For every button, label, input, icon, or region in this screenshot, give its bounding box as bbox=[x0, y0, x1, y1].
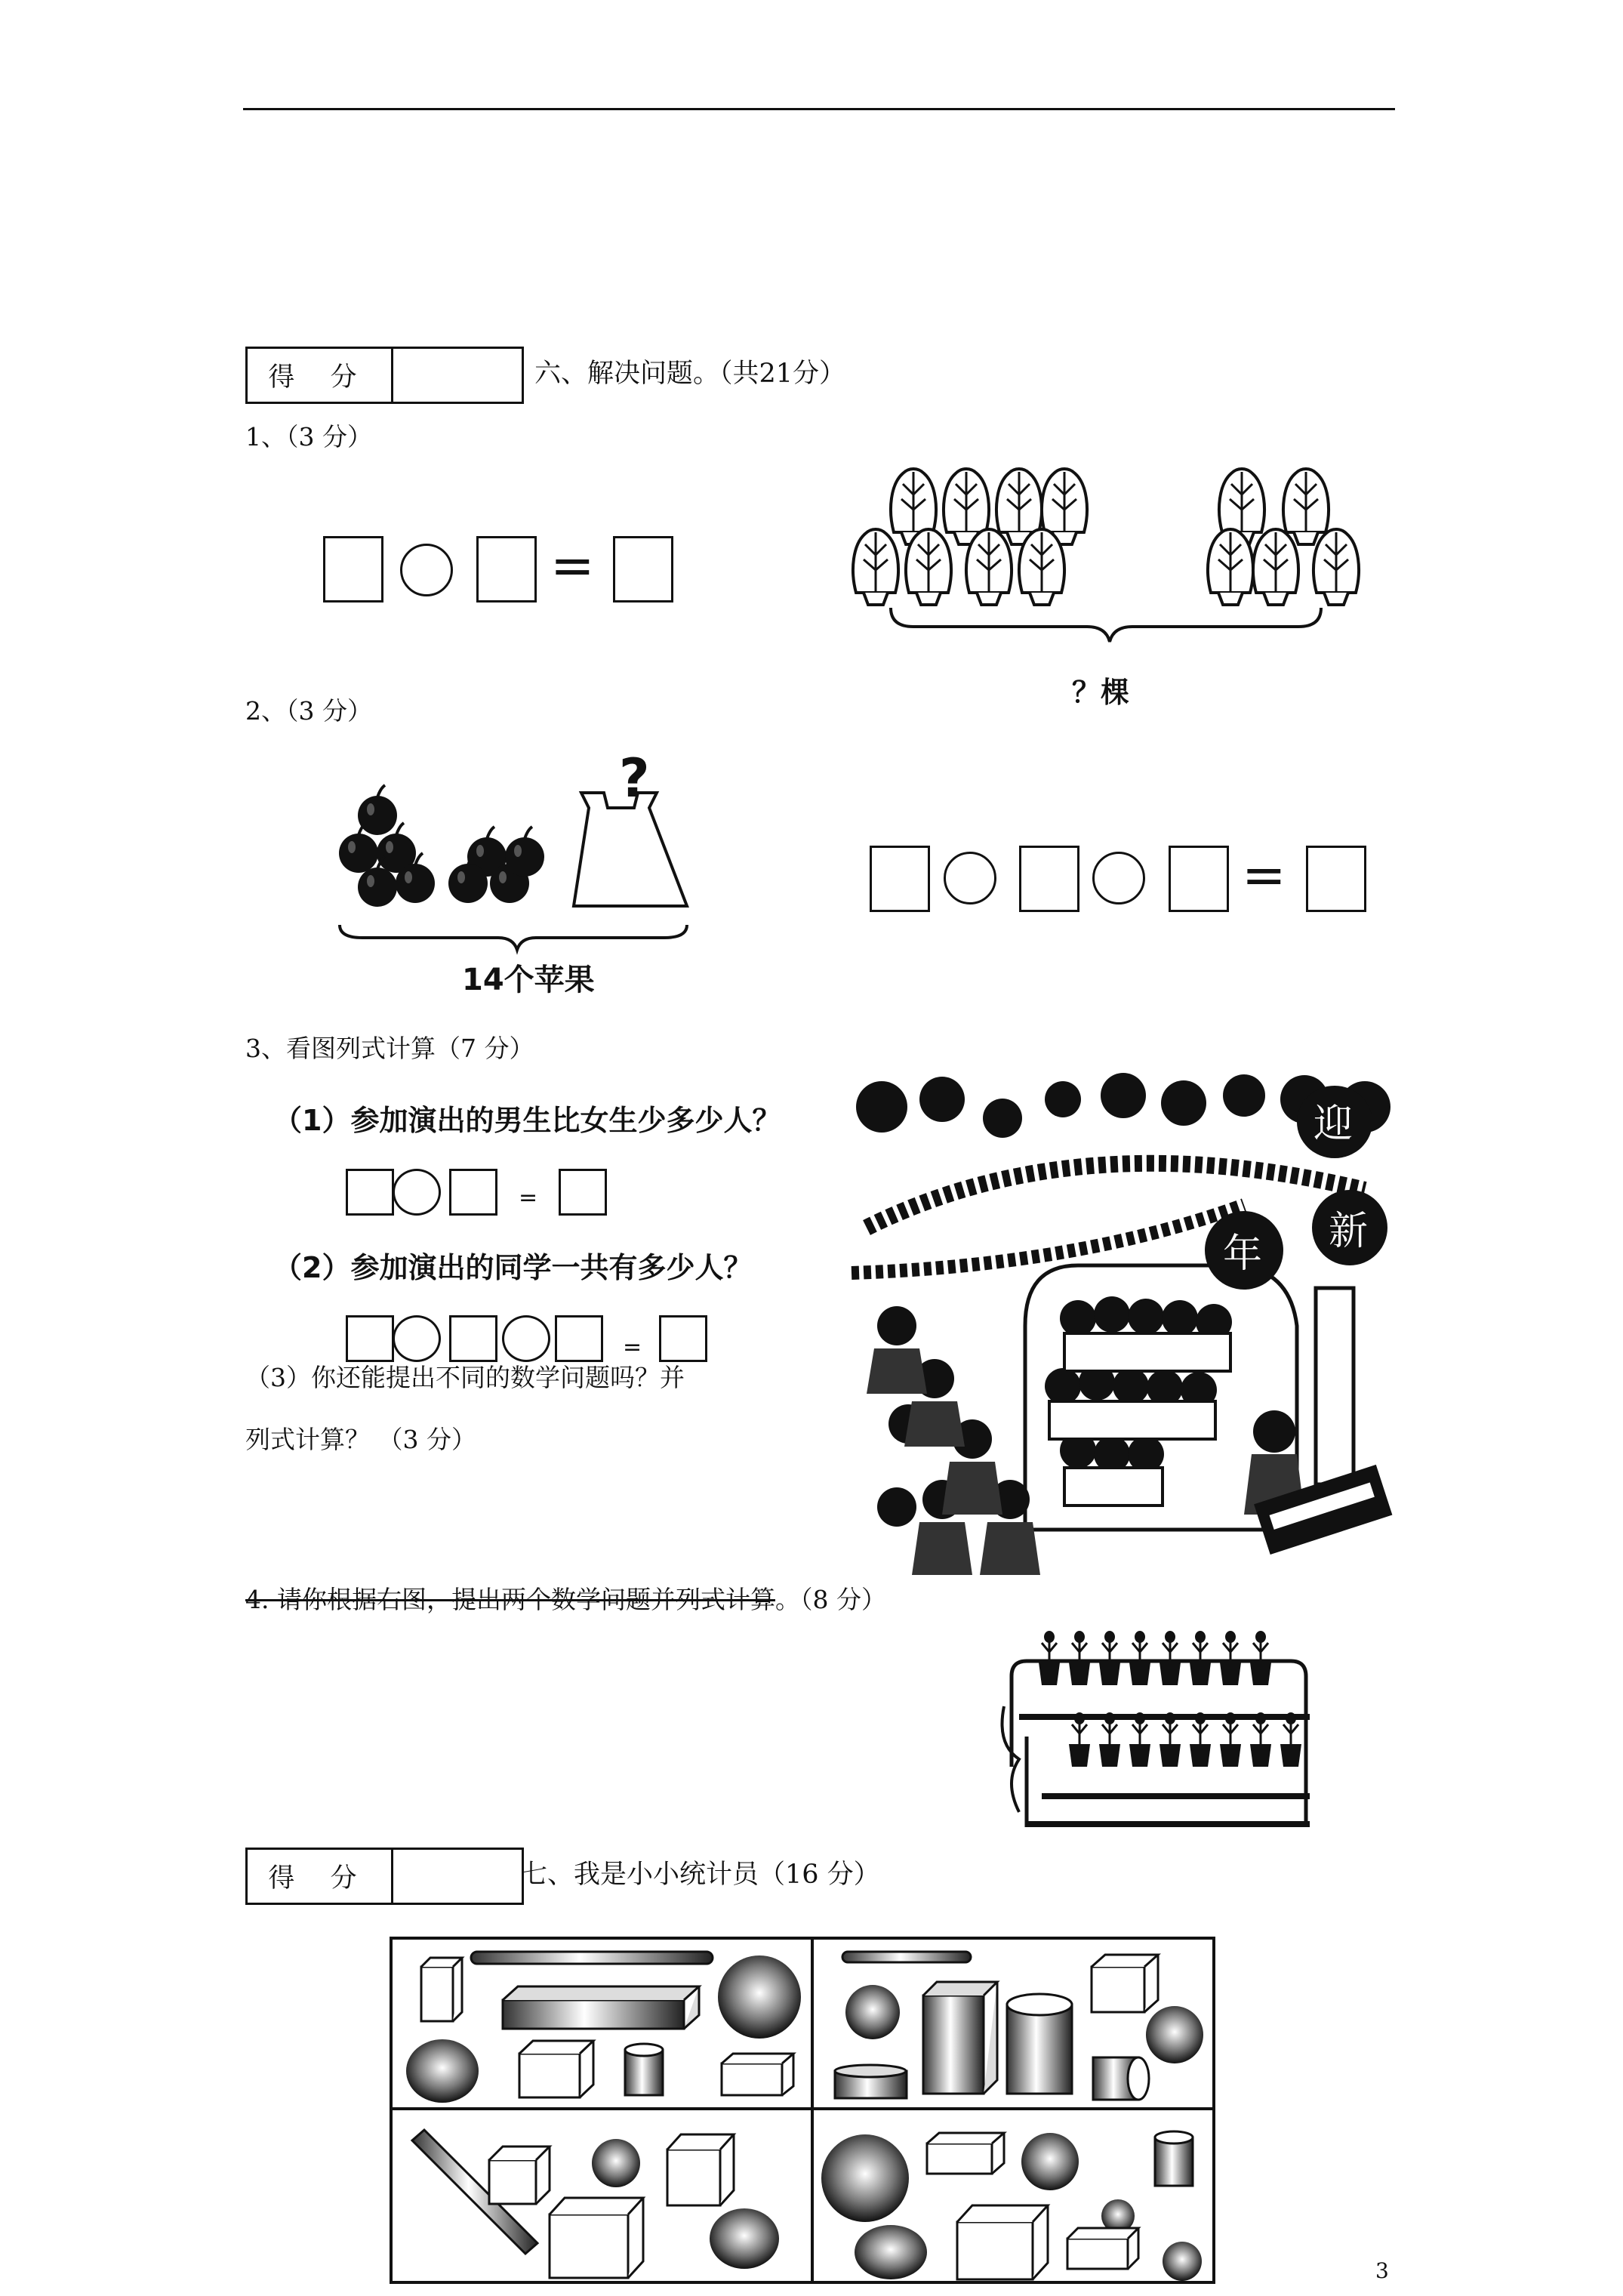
answer-box[interactable] bbox=[555, 1315, 603, 1362]
lantern-char: 迎 bbox=[1313, 1102, 1354, 1147]
answer-box[interactable] bbox=[1019, 846, 1079, 912]
cabbage-icon bbox=[1313, 529, 1359, 605]
lantern bbox=[1312, 1190, 1387, 1265]
equals-sign: = bbox=[519, 1185, 538, 1211]
brace-caption: ？棵 bbox=[1072, 676, 1130, 709]
flower-pot-shelf-illustration bbox=[996, 1631, 1313, 1835]
equals-sign: = bbox=[1242, 844, 1286, 906]
3d-shapes-grid bbox=[390, 1937, 1215, 2284]
cabbage-icon bbox=[906, 529, 951, 605]
question-label: 2、（3 分） bbox=[245, 696, 372, 726]
score-box bbox=[245, 347, 524, 404]
equals-sign: = bbox=[623, 1334, 642, 1361]
operator-circle[interactable] bbox=[400, 544, 453, 596]
sub-question-3: （3）你还能提出不同的数学问题吗？并 bbox=[245, 1363, 685, 1392]
lantern bbox=[1205, 1211, 1283, 1290]
sub-question-2: （2）参加演出的同学一共有多少人？ bbox=[273, 1251, 753, 1284]
section-title: 六、解决问题。（共21分） bbox=[534, 359, 846, 389]
score-box bbox=[245, 1848, 524, 1905]
answer-box[interactable] bbox=[346, 1169, 394, 1216]
brace bbox=[891, 608, 1321, 642]
cabbage-icon bbox=[966, 529, 1012, 605]
operator-circle[interactable] bbox=[393, 1169, 441, 1216]
apples-bag-illustration bbox=[332, 747, 725, 989]
question-label: 3、看图列式计算（7 分） bbox=[245, 1034, 534, 1063]
bag-icon bbox=[574, 747, 687, 906]
lantern bbox=[1297, 1086, 1372, 1158]
cabbage-icon bbox=[1283, 469, 1329, 544]
apples-caption: 14个苹果 bbox=[462, 963, 595, 997]
answer-box[interactable] bbox=[559, 1169, 607, 1216]
question-4-tail: 。（8 分） bbox=[775, 1585, 886, 1614]
cabbage-icon bbox=[1019, 529, 1064, 605]
answer-box[interactable] bbox=[323, 536, 383, 603]
answer-box[interactable] bbox=[613, 536, 673, 603]
sub-question-1: （1）参加演出的男生比女生少多少人？ bbox=[273, 1104, 781, 1137]
answer-box[interactable] bbox=[659, 1315, 707, 1362]
children-performance-illustration bbox=[852, 1077, 1387, 1605]
answer-box[interactable] bbox=[1169, 846, 1229, 912]
answer-box[interactable] bbox=[1306, 846, 1366, 912]
struck-text: 4. 请你根据右图，提出两个数学问题并列式计算 bbox=[245, 1585, 775, 1614]
sub-question-3-cont: 列式计算？ （3 分） bbox=[245, 1425, 476, 1454]
answer-box[interactable] bbox=[346, 1315, 394, 1362]
score-label: 得 分 bbox=[248, 349, 393, 402]
question-4 bbox=[245, 1587, 886, 1612]
cabbage-icon bbox=[1253, 529, 1298, 605]
lantern-char: 新 bbox=[1329, 1209, 1369, 1254]
operator-circle[interactable] bbox=[393, 1315, 441, 1362]
equals-sign: = bbox=[550, 535, 595, 596]
cabbage-icon bbox=[853, 529, 898, 605]
answer-box[interactable] bbox=[870, 846, 930, 912]
svg-text:?: ? bbox=[619, 747, 650, 809]
apple-icon bbox=[505, 827, 544, 877]
section-title: 七、我是小小统计员（16 分） bbox=[521, 1860, 880, 1890]
header-rule bbox=[243, 108, 1395, 110]
score-label: 得 分 bbox=[248, 1850, 393, 1903]
cabbage-icon bbox=[1208, 529, 1253, 605]
brace bbox=[340, 925, 687, 950]
answer-box[interactable] bbox=[449, 1315, 497, 1362]
lantern-char: 年 bbox=[1223, 1231, 1263, 1277]
operator-circle[interactable] bbox=[502, 1315, 550, 1362]
operator-circle[interactable] bbox=[944, 852, 996, 905]
question-label: 1、（3 分） bbox=[245, 422, 372, 451]
answer-box[interactable] bbox=[449, 1169, 497, 1216]
operator-circle[interactable] bbox=[1092, 852, 1145, 905]
answer-box[interactable] bbox=[476, 536, 537, 603]
page-number: 3 bbox=[1375, 2258, 1389, 2283]
